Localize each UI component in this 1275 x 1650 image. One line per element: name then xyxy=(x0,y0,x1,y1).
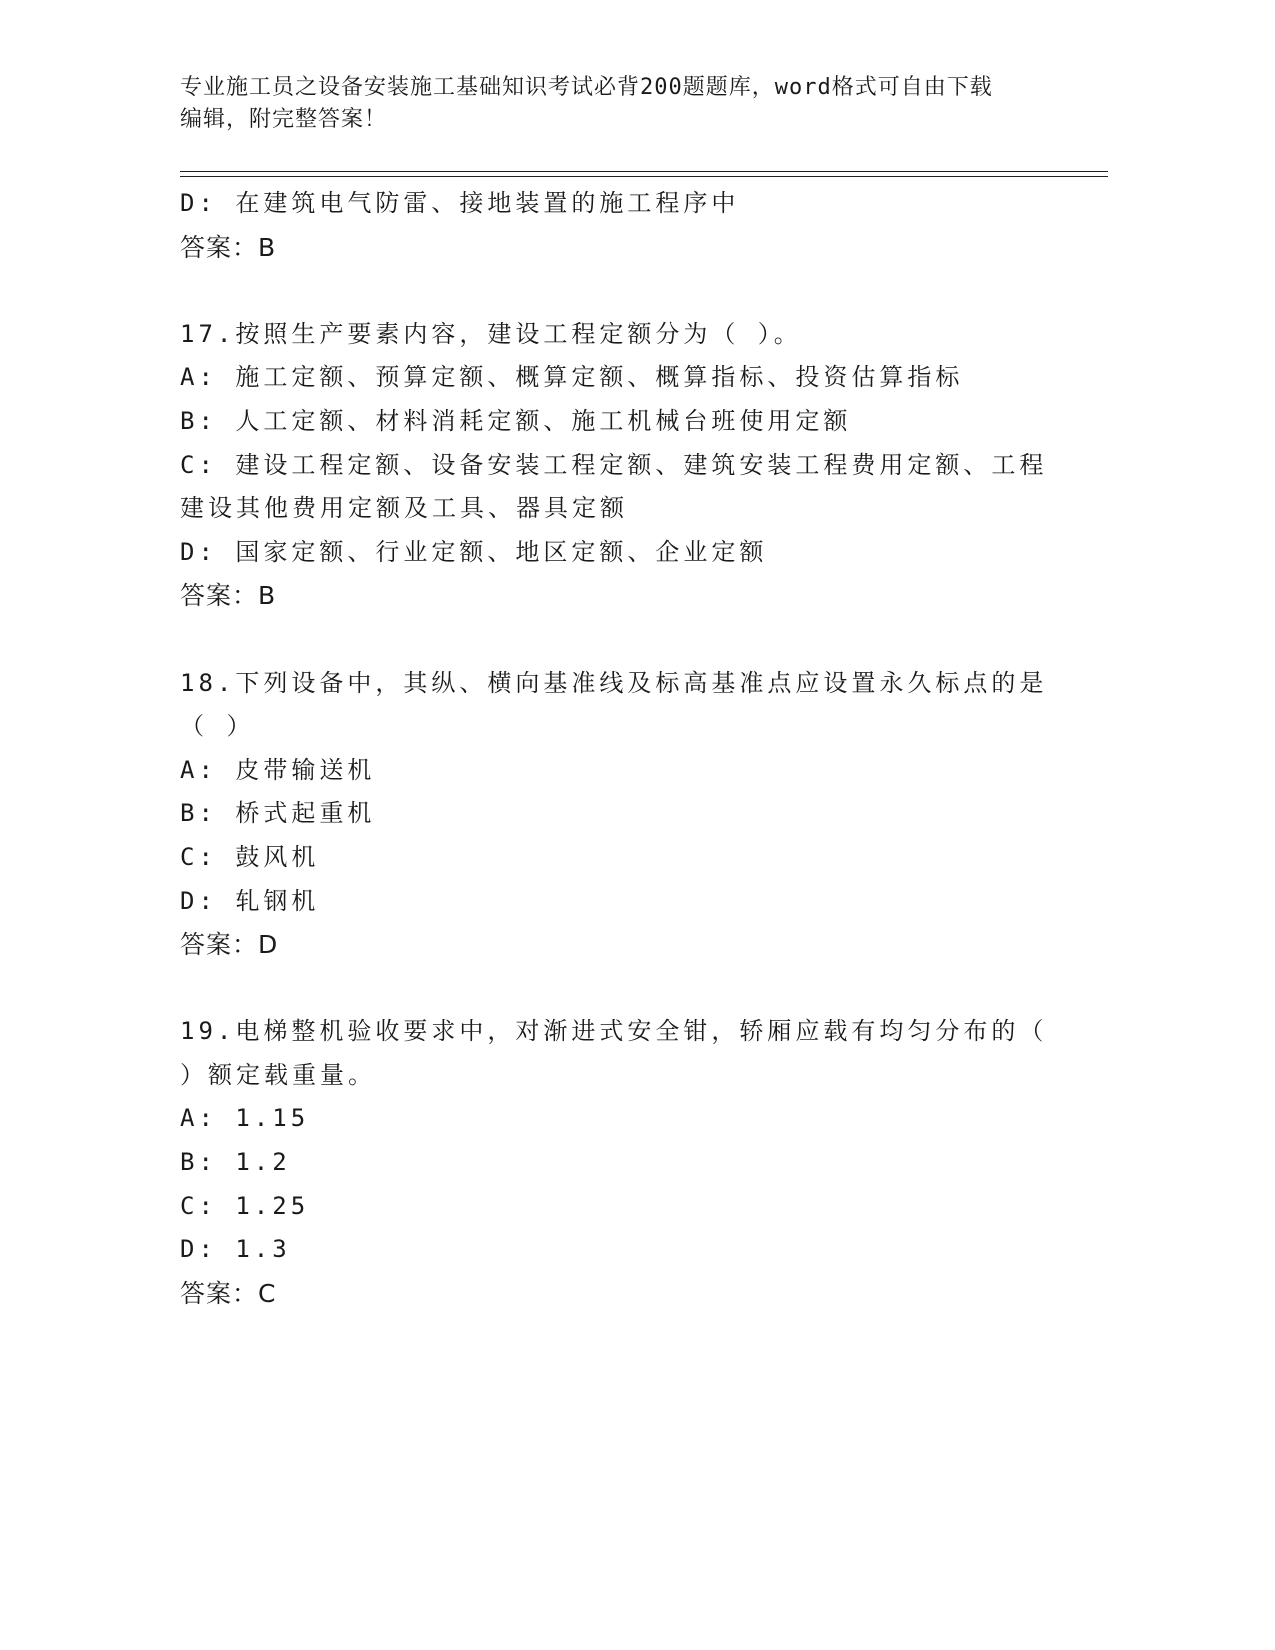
question-stem: 17.按照生产要素内容，建设工程定额分为（ ）。 xyxy=(180,319,802,348)
header-divider-bottom xyxy=(180,176,1108,177)
option-a: A: 皮带输送机 xyxy=(180,755,376,784)
question-18 xyxy=(180,662,1060,967)
option-a: A: 1.15 xyxy=(180,1104,310,1133)
option-b: B: 1.2 xyxy=(180,1148,291,1177)
question-spacer xyxy=(180,618,1060,662)
header-title-line-2: 编辑，附完整答案！ xyxy=(180,107,388,132)
answer-line: 答案：D xyxy=(180,930,279,960)
question-spacer xyxy=(180,967,1060,1011)
document-header xyxy=(180,72,1050,136)
question-spacer xyxy=(180,269,1060,313)
option-d: D: 轧钢机 xyxy=(180,886,320,915)
option-c: C: 建设工程定额、设备安装工程定额、建筑安装工程费用定额、工程 xyxy=(180,450,1048,479)
question-19 xyxy=(180,1010,1060,1315)
option-a: A: 施工定额、预算定额、概算定额、概算指标、投资估算指标 xyxy=(180,363,964,392)
option-d: D: 国家定额、行业定额、地区定额、企业定额 xyxy=(180,537,768,566)
option-c-continued: 建设其他费用定额及工具、器具定额 xyxy=(180,494,628,523)
question-list xyxy=(180,182,1060,1315)
option-d: D: 在建筑电气防雷、接地装置的施工程序中 xyxy=(180,189,740,217)
question-17 xyxy=(180,313,1060,618)
answer-line: 答案：B xyxy=(180,581,277,611)
option-b: B: 人工定额、材料消耗定额、施工机械台班使用定额 xyxy=(180,406,852,435)
question-stem-continued: ）额定载重量。 xyxy=(180,1060,376,1089)
answer-line: 答案：B xyxy=(180,232,277,262)
option-b: B: 桥式起重机 xyxy=(180,799,376,828)
header-divider-top xyxy=(180,171,1108,172)
option-d: D: 1.3 xyxy=(180,1235,291,1264)
answer-line: 答案：C xyxy=(180,1278,277,1308)
question-16-tail xyxy=(180,182,1060,269)
question-stem: 18.下列设备中，其纵、横向基准线及标高基准点应设置永久标点的是 xyxy=(180,668,1048,697)
question-stem: 19.电梯整机验收要求中，对渐进式安全钳，轿厢应载有均匀分布的（ xyxy=(180,1017,1048,1046)
header-title-line-1: 专业施工员之设备安装施工基础知识考试必背200题题库，word格式可自由下载 xyxy=(180,75,993,100)
option-c: C: 鼓风机 xyxy=(180,842,320,871)
option-c: C: 1.25 xyxy=(180,1191,310,1220)
question-stem-continued: （ ） xyxy=(180,712,255,741)
